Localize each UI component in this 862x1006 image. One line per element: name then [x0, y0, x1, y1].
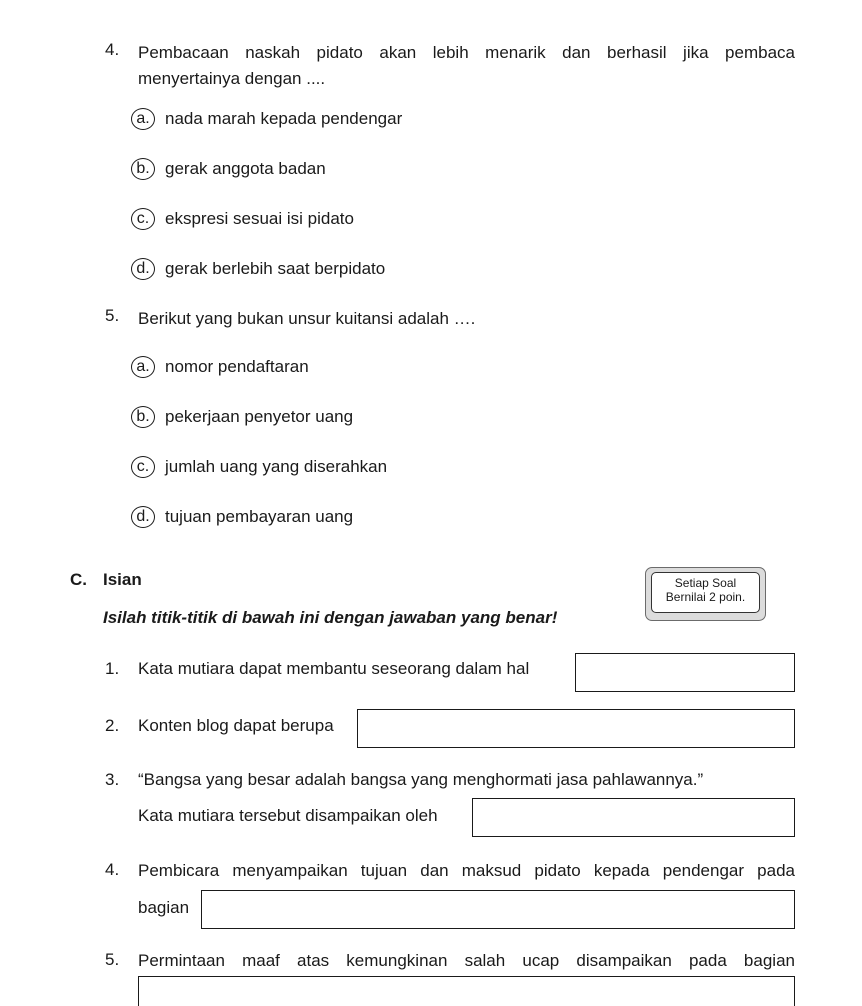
points-badge — [645, 567, 766, 621]
fill-text-line2: bagian — [138, 898, 190, 917]
fill-text: “Bangsa yang besar adalah bangsa yang menghormati jasa pahlawannya.” — [138, 770, 704, 789]
answer-option-d[interactable] — [131, 256, 385, 282]
fill-number: 3. — [105, 770, 120, 789]
question-text: Pembacaan naskah pidato akan lebih menarik dan berhasil jika pembaca — [138, 43, 795, 62]
option-label: gerak berlebih saat berpidato — [165, 259, 386, 278]
option-label: jumlah uang yang diserahkan — [165, 457, 388, 476]
option-letter-circle: c. — [131, 456, 155, 478]
fill-number: 5. — [105, 950, 120, 969]
option-label: tujuan pembayaran uang — [165, 507, 354, 526]
option-label: pekerjaan penyetor uang — [165, 407, 354, 426]
answer-box[interactable] — [357, 709, 795, 748]
answer-box[interactable] — [472, 798, 795, 837]
section-letter: C. — [70, 570, 87, 589]
option-label: nada marah kepada pendengar — [165, 109, 403, 128]
answer-option-a[interactable] — [131, 354, 309, 380]
question-text: Berikut yang bukan unsur kuitansi adalah …. — [138, 309, 476, 328]
fill-text: Konten blog dapat berupa — [138, 716, 334, 735]
answer-option-a[interactable] — [131, 106, 402, 132]
option-letter-circle: c. — [131, 208, 155, 230]
option-label: nomor pendaftaran — [165, 357, 309, 376]
answer-option-b[interactable] — [131, 156, 326, 182]
points-badge-inner — [651, 572, 760, 613]
answer-option-c[interactable] — [131, 454, 387, 480]
question-text-line2: menyertainya dengan .... — [138, 69, 326, 88]
option-letter-circle: d. — [131, 258, 155, 280]
fill-text: Kata mutiara dapat membantu seseorang dalam hal — [138, 659, 530, 678]
option-letter-circle: b. — [131, 158, 155, 180]
answer-box[interactable] — [201, 890, 795, 929]
option-letter-circle: d. — [131, 506, 155, 528]
question-number: 5. — [105, 306, 120, 325]
points-badge-line1: Setiap Soal — [674, 576, 737, 590]
fill-text: Permintaan maaf atas kemungkinan salah ucap disampaikan pada bagian — [138, 951, 795, 970]
fill-text-line2: Kata mutiara tersebut disampaikan oleh — [138, 806, 438, 825]
answer-option-d[interactable] — [131, 504, 353, 530]
answer-box[interactable] — [575, 653, 795, 692]
fill-text: Pembicara menyampaikan tujuan dan maksud pidato kepada pendengar pada — [138, 861, 795, 880]
fill-number: 2. — [105, 716, 120, 735]
option-label: ekspresi sesuai isi pidato — [165, 209, 354, 228]
points-badge-line2: Bernilai 2 poin. — [665, 590, 746, 604]
option-letter-circle: b. — [131, 406, 155, 428]
question-number: 4. — [105, 40, 120, 59]
answer-box[interactable] — [138, 976, 795, 1006]
fill-number: 1. — [105, 659, 120, 678]
fill-number: 4. — [105, 860, 120, 879]
answer-option-b[interactable] — [131, 404, 353, 430]
section-title: Isian — [103, 570, 142, 589]
answer-option-c[interactable] — [131, 206, 354, 232]
option-label: gerak anggota badan — [165, 159, 326, 178]
option-letter-circle: a. — [131, 108, 155, 130]
section-instruction: Isilah titik-titik di bawah ini dengan jawaban yang benar! — [103, 608, 558, 627]
option-letter-circle: a. — [131, 356, 155, 378]
